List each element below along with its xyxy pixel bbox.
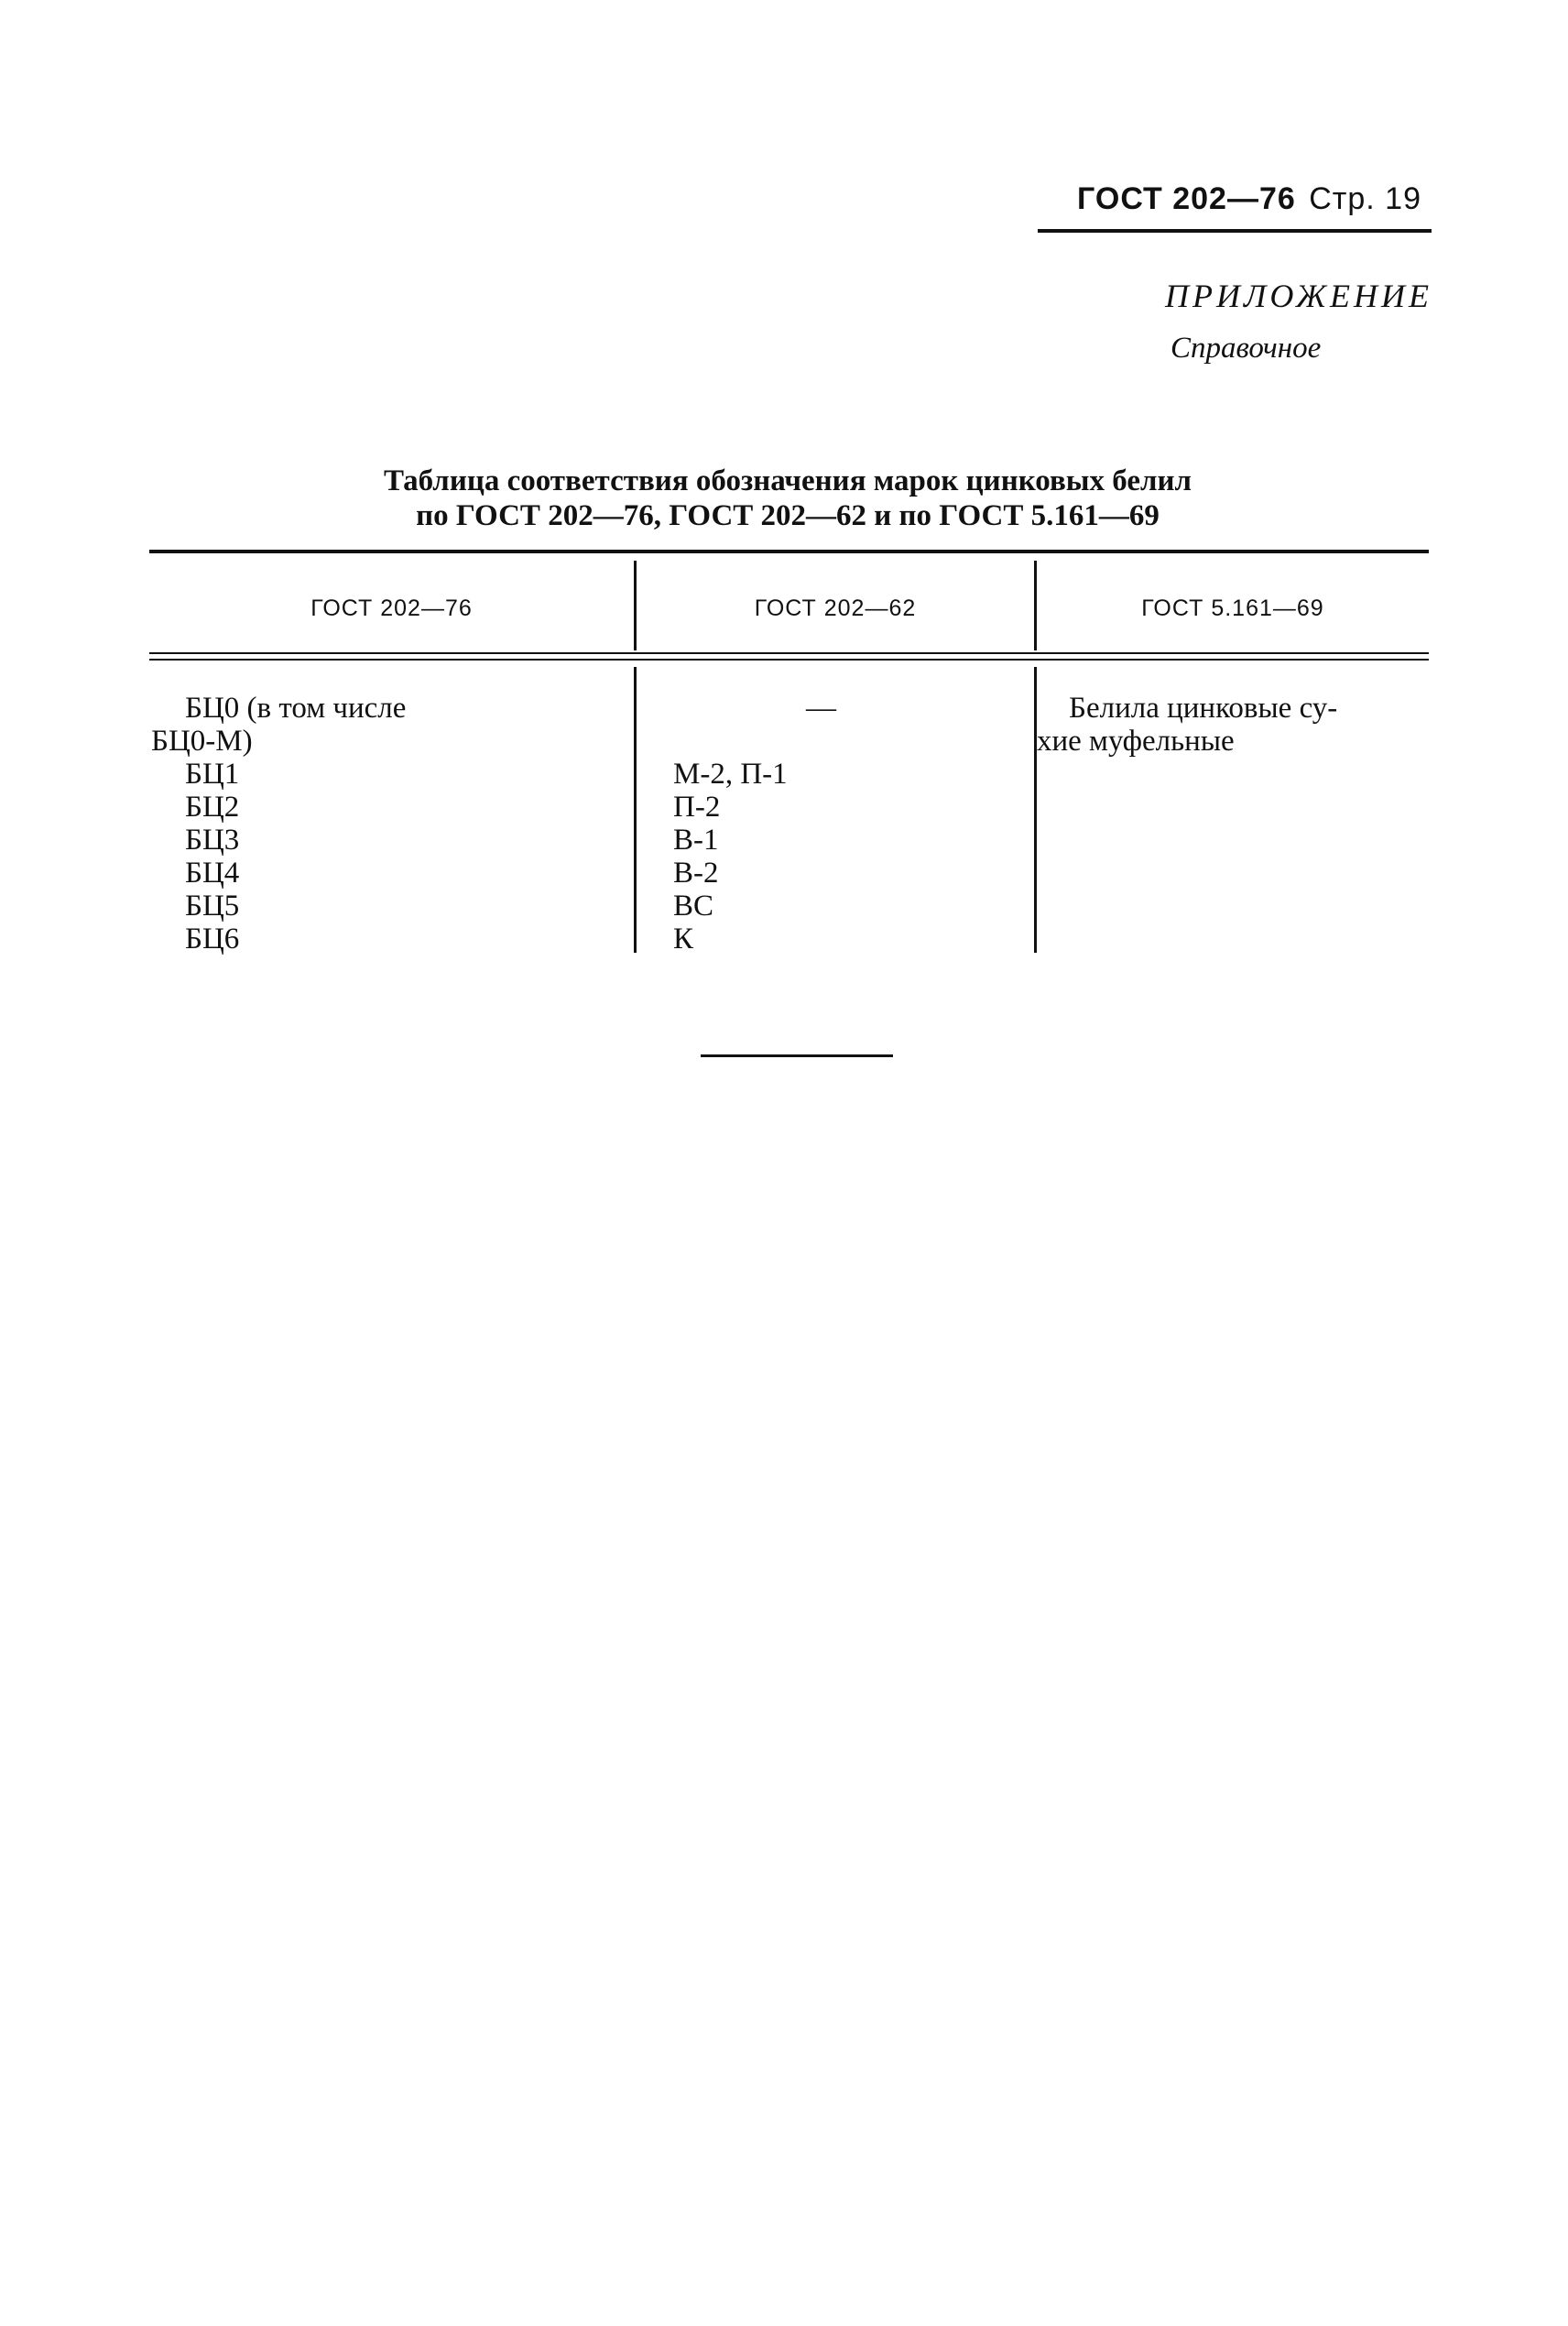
table-cell: К bbox=[673, 923, 694, 956]
page-number: Стр. 19 bbox=[1309, 181, 1421, 216]
header-bottom-rule-1 bbox=[149, 652, 1429, 654]
table-cell: БЦ4 bbox=[185, 857, 240, 890]
body-column-divider-1 bbox=[634, 667, 637, 953]
column-header-gost-202-62: ГОСТ 202—62 bbox=[754, 595, 917, 621]
table-cell: ВС bbox=[673, 890, 714, 923]
running-head bbox=[1077, 181, 1421, 217]
column-header-gost-202-76: ГОСТ 202—76 bbox=[310, 595, 473, 621]
body-column-divider-2 bbox=[1034, 667, 1037, 953]
standard-number: ГОСТ 202—76 bbox=[1077, 181, 1296, 216]
appendix-title: ПРИЛОЖЕНИЕ bbox=[1165, 278, 1432, 314]
table-caption-line-1: Таблица соответствия обозначения марок цинковых белил bbox=[383, 464, 1192, 497]
table-top-rule bbox=[149, 550, 1429, 553]
table-cell: БЦ0-М) bbox=[151, 725, 253, 758]
table-cell: БЦ6 bbox=[185, 923, 240, 956]
table-cell: — bbox=[806, 692, 836, 725]
header-bottom-rule-2 bbox=[149, 659, 1429, 661]
table-cell: В-1 bbox=[673, 824, 719, 857]
table-cell: БЦ2 bbox=[185, 791, 240, 824]
table-cell: хие муфельные bbox=[1037, 725, 1235, 758]
appendix-subtitle: Справочное bbox=[1171, 332, 1322, 365]
table-cell: БЦ3 bbox=[185, 824, 240, 857]
column-header-gost-5-161-69: ГОСТ 5.161—69 bbox=[1141, 595, 1324, 621]
table-cell: БЦ0 (в том числе bbox=[185, 692, 407, 725]
table-cell: БЦ1 bbox=[185, 758, 240, 791]
table-caption-line-2: по ГОСТ 202—76, ГОСТ 202—62 и по ГОСТ 5.161—69 bbox=[416, 499, 1160, 532]
table-cell: БЦ5 bbox=[185, 890, 240, 923]
table-cell: М-2, П-1 bbox=[673, 758, 788, 791]
table-cell: П-2 bbox=[673, 791, 721, 824]
end-rule bbox=[701, 1054, 893, 1057]
header-rule bbox=[1038, 229, 1432, 233]
table-cell: Белила цинковые су- bbox=[1069, 692, 1338, 725]
table-cell: В-2 bbox=[673, 857, 719, 890]
